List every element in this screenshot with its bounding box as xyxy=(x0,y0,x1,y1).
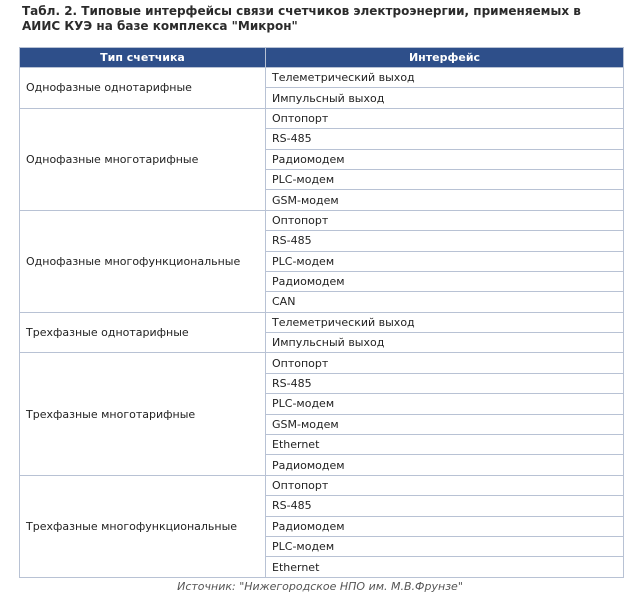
interface-cell: Оптопорт xyxy=(266,210,624,230)
header-row xyxy=(20,48,624,68)
meter-type-cell: Однофазные многотарифные xyxy=(20,108,266,210)
header-interface: Интерфейс xyxy=(266,48,624,68)
table-row xyxy=(20,312,624,332)
interface-cell: CAN xyxy=(266,292,624,312)
interfaces-table xyxy=(19,47,624,578)
source-note: Источник: "Нижегородское НПО им. М.В.Фрунзе" xyxy=(177,580,463,593)
meter-type-cell: Однофазные многофункциональные xyxy=(20,210,266,312)
meter-type-cell: Трехфазные многофункциональные xyxy=(20,475,266,577)
meter-type-cell: Трехфазные однотарифные xyxy=(20,312,266,353)
meter-type-cell: Трехфазные многотарифные xyxy=(20,353,266,475)
interface-cell: Радиомодем xyxy=(266,271,624,291)
interface-cell: Импульсный выход xyxy=(266,88,624,108)
interface-cell: Оптопорт xyxy=(266,475,624,495)
table-row xyxy=(20,353,624,373)
interface-cell: Ethernet xyxy=(266,435,624,455)
table-body xyxy=(20,68,624,578)
interface-cell: RS-485 xyxy=(266,129,624,149)
interface-cell: Телеметрический выход xyxy=(266,68,624,88)
table-row xyxy=(20,108,624,128)
interface-cell: Радиомодем xyxy=(266,516,624,536)
interface-cell: RS-485 xyxy=(266,373,624,393)
interface-cell: Импульсный выход xyxy=(266,333,624,353)
header-meter-type: Тип счетчика xyxy=(20,48,266,68)
interface-cell: Радиомодем xyxy=(266,149,624,169)
interface-cell: Оптопорт xyxy=(266,108,624,128)
interface-cell: Телеметрический выход xyxy=(266,312,624,332)
interface-cell: Радиомодем xyxy=(266,455,624,475)
interface-cell: GSM-модем xyxy=(266,190,624,210)
interface-cell: PLC-модем xyxy=(266,251,624,271)
interface-cell: RS-485 xyxy=(266,496,624,516)
interface-cell: Ethernet xyxy=(266,557,624,577)
interface-cell: RS-485 xyxy=(266,231,624,251)
interface-cell: PLC-модем xyxy=(266,394,624,414)
table-row xyxy=(20,210,624,230)
interface-cell: PLC-модем xyxy=(266,536,624,556)
meter-type-cell: Однофазные однотарифные xyxy=(20,68,266,109)
interface-cell: Оптопорт xyxy=(266,353,624,373)
interface-cell: GSM-модем xyxy=(266,414,624,434)
interface-cell: PLC-модем xyxy=(266,169,624,189)
table-row xyxy=(20,475,624,495)
table-caption: Табл. 2. Типовые интерфейсы связи счетчиков электроэнергии, применяемых в АИИС КУЭ на базе комплекса "Микрон" xyxy=(22,4,581,33)
table-row xyxy=(20,68,624,88)
